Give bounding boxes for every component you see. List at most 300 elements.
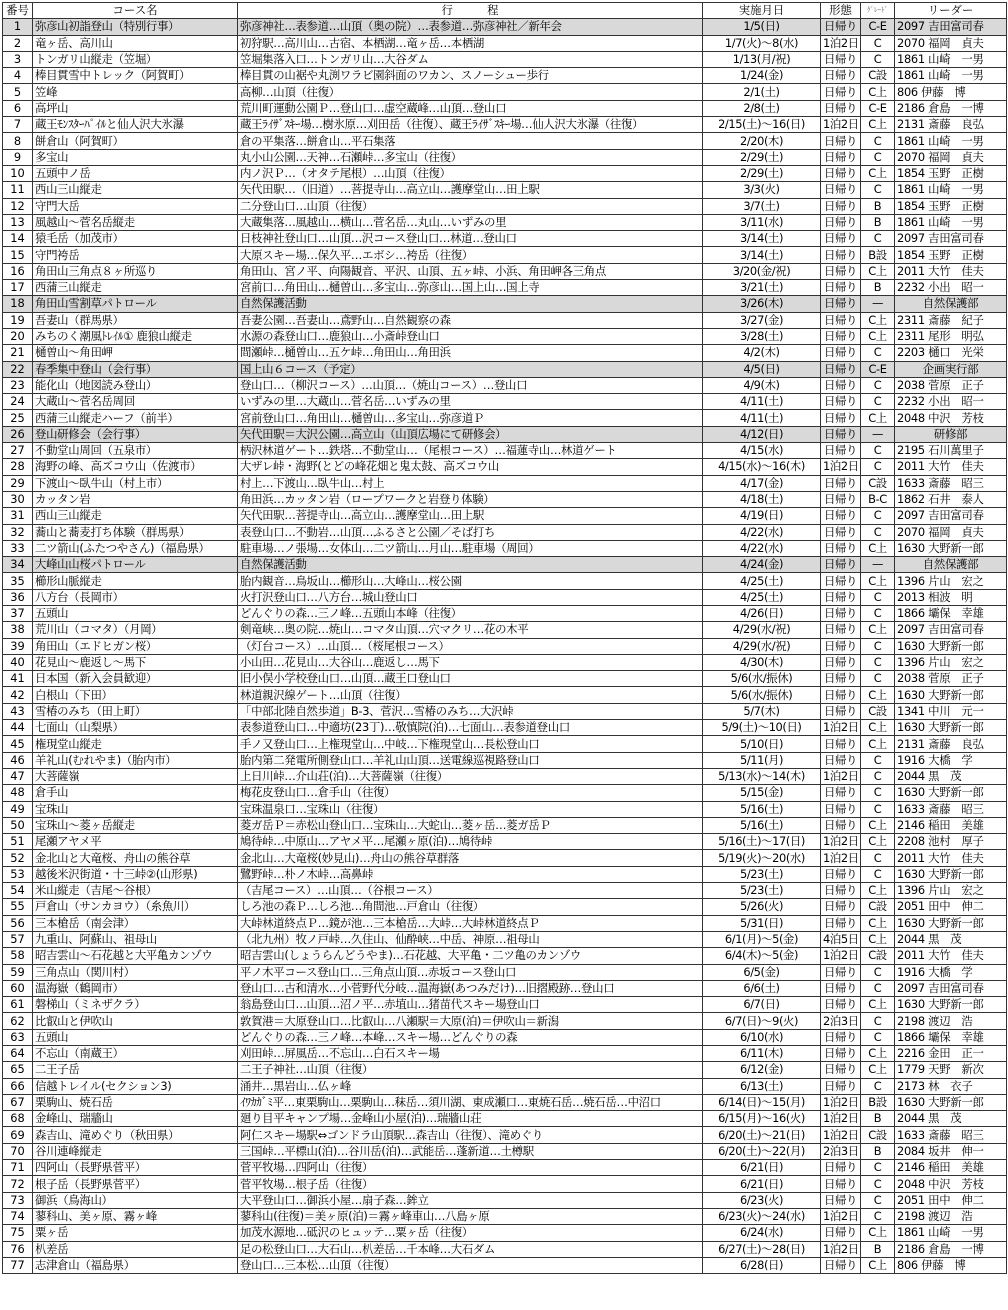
cell-no: 75 bbox=[3, 1225, 33, 1241]
cell-form: 日帰り bbox=[821, 394, 861, 410]
cell-no: 64 bbox=[3, 1046, 33, 1062]
cell-date: 3/28(土) bbox=[703, 328, 821, 344]
cell-route: 登山口…（柳沢コース）…山頂…（焼山コース）…登山口 bbox=[238, 377, 703, 393]
cell-route: 駐車場…ノ張場…女体山…二ツ箭山…月山…駐車場（周回） bbox=[238, 540, 703, 556]
table-row bbox=[3, 866, 1007, 882]
cell-no: 65 bbox=[3, 1062, 33, 1078]
cell-grade: B bbox=[861, 1241, 895, 1257]
cell-form: 2泊3日 bbox=[821, 1013, 861, 1029]
table-row bbox=[3, 426, 1007, 442]
cell-form: 日帰り bbox=[821, 703, 861, 719]
cell-grade: B bbox=[861, 198, 895, 214]
cell-form: 日帰り bbox=[821, 736, 861, 752]
cell-leader: 1854 玉野 正樹 bbox=[895, 198, 1007, 214]
table-row bbox=[3, 1208, 1007, 1224]
table-row bbox=[3, 883, 1007, 899]
cell-date: 4/12(日) bbox=[703, 426, 821, 442]
cell-date: 5/6(水/振休) bbox=[703, 671, 821, 687]
cell-no: 59 bbox=[3, 964, 33, 980]
cell-course: 志津倉山（福島県） bbox=[33, 1257, 238, 1273]
cell-leader: 2186 倉島 一博 bbox=[895, 1241, 1007, 1257]
cell-grade: C上 bbox=[861, 84, 895, 100]
cell-course: 蔵王ﾓﾝｽﾀｰﾊﾟｲﾙと仙人沢大氷瀑 bbox=[33, 117, 238, 133]
cell-no: 42 bbox=[3, 687, 33, 703]
cell-grade: C bbox=[861, 785, 895, 801]
cell-no: 45 bbox=[3, 736, 33, 752]
cell-form: 1泊2日 bbox=[821, 850, 861, 866]
header-no: 番号 bbox=[3, 3, 33, 19]
cell-course: 朳差岳 bbox=[33, 1241, 238, 1257]
cell-form: 日帰り bbox=[821, 328, 861, 344]
cell-leader: 2038 菅原 正子 bbox=[895, 671, 1007, 687]
cell-route: 胎内第二発電所側登山口…羊礼山山頂…送電線巡視路登山口 bbox=[238, 752, 703, 768]
cell-grade: — bbox=[861, 557, 895, 573]
cell-leader: 1633 斎藤 昭三 bbox=[895, 475, 1007, 491]
cell-form: 日帰り bbox=[821, 100, 861, 116]
table-row bbox=[3, 1111, 1007, 1127]
table-row bbox=[3, 915, 1007, 931]
cell-leader: 2173 林 衣子 bbox=[895, 1078, 1007, 1094]
cell-date: 6/12(金) bbox=[703, 1062, 821, 1078]
cell-no: 34 bbox=[3, 557, 33, 573]
cell-route: どんぐりの森…三ノ峰…五頭山本峰（往復） bbox=[238, 605, 703, 621]
cell-grade: C bbox=[861, 866, 895, 882]
cell-grade: C bbox=[861, 1160, 895, 1176]
cell-leader: 2097 吉田富司春 bbox=[895, 19, 1007, 35]
cell-course: 信越トレイル(セクション3) bbox=[33, 1078, 238, 1094]
cell-course: 高坪山 bbox=[33, 100, 238, 116]
table-row bbox=[3, 1062, 1007, 1078]
cell-course: 金峰山、瑞牆山 bbox=[33, 1111, 238, 1127]
cell-grade: C上 bbox=[861, 622, 895, 638]
cell-grade: C bbox=[861, 231, 895, 247]
table-row bbox=[3, 231, 1007, 247]
cell-course: 竜ヶ岳、高川山 bbox=[33, 35, 238, 51]
cell-grade: C bbox=[861, 345, 895, 361]
cell-course: 角田山雪割草パトロール bbox=[33, 296, 238, 312]
cell-course: 森吉山、滝めぐり（秋田県） bbox=[33, 1127, 238, 1143]
cell-course: 日本国（新入会員歓迎） bbox=[33, 671, 238, 687]
cell-leader: 1861 山崎 一男 bbox=[895, 51, 1007, 67]
cell-course: 櫛形山脈縦走 bbox=[33, 573, 238, 589]
cell-form: 日帰り bbox=[821, 1192, 861, 1208]
cell-course: みちのく潮風ﾄﾚｲﾙ① 鹿狼山縦走 bbox=[33, 328, 238, 344]
cell-no: 6 bbox=[3, 100, 33, 116]
cell-leader: 1861 山崎 一男 bbox=[895, 214, 1007, 230]
cell-form: 1泊2日 bbox=[821, 1127, 861, 1143]
cell-course: 棒目貫雪中トレック（阿賀町） bbox=[33, 68, 238, 84]
table-row bbox=[3, 524, 1007, 540]
cell-route: 宝珠温泉口…宝珠山（往復） bbox=[238, 801, 703, 817]
cell-route: 柄沢林道ゲート…鉄塔…不動堂山…（尾根コース）…福蓮寺山…林道ゲート bbox=[238, 443, 703, 459]
cell-route: 日枝神社登山口…山頂…沢コース登山口…林道…登山口 bbox=[238, 231, 703, 247]
cell-leader: 2208 池村 厚子 bbox=[895, 834, 1007, 850]
cell-route: 表登山口…不動岩…山頂…ふるさと公園／そば打ち bbox=[238, 524, 703, 540]
cell-no: 37 bbox=[3, 605, 33, 621]
table-row bbox=[3, 1241, 1007, 1257]
cell-no: 47 bbox=[3, 768, 33, 784]
cell-route: 大原スキー場…保久平…エボシ…袴岳（往復） bbox=[238, 247, 703, 263]
cell-leader: 2186 倉島 一博 bbox=[895, 100, 1007, 116]
cell-grade: C上 bbox=[861, 165, 895, 181]
cell-no: 1 bbox=[3, 19, 33, 35]
table-row bbox=[3, 394, 1007, 410]
cell-form: 1泊2日 bbox=[821, 720, 861, 736]
cell-no: 25 bbox=[3, 410, 33, 426]
cell-date: 6/13(土) bbox=[703, 1078, 821, 1094]
cell-date: 6/20(土)～21(日) bbox=[703, 1127, 821, 1143]
cell-route: 笠堀集落入口…トンガリ山…大谷ダム bbox=[238, 51, 703, 67]
cell-course: 下渡山～臥牛山（村上市） bbox=[33, 475, 238, 491]
cell-leader: 2146 稲田 美雄 bbox=[895, 817, 1007, 833]
cell-route: 初狩駅…高川山…古宿、本栖湖…竜ヶ岳…本栖湖 bbox=[238, 35, 703, 51]
cell-date: 4/26(日) bbox=[703, 605, 821, 621]
cell-course: 七面山（山梨県） bbox=[33, 720, 238, 736]
cell-leader: 2051 田中 伸二 bbox=[895, 1192, 1007, 1208]
cell-date: 6/7(日) bbox=[703, 997, 821, 1013]
cell-no: 5 bbox=[3, 84, 33, 100]
cell-date: 4/11(土) bbox=[703, 394, 821, 410]
cell-date: 6/27(土)～28(日) bbox=[703, 1241, 821, 1257]
cell-course: 花見山～鹿返し～馬下 bbox=[33, 654, 238, 670]
cell-course: 蓼科山、美ヶ原、霧ヶ峰 bbox=[33, 1208, 238, 1224]
cell-course: 比叡山と伊吹山 bbox=[33, 1013, 238, 1029]
table-row bbox=[3, 1046, 1007, 1062]
cell-form: 日帰り bbox=[821, 1225, 861, 1241]
cell-leader: 2048 中沢 芳枝 bbox=[895, 1176, 1007, 1192]
cell-date: 5/16(土) bbox=[703, 817, 821, 833]
cell-no: 54 bbox=[3, 883, 33, 899]
cell-form: 日帰り bbox=[821, 312, 861, 328]
cell-course: 西蒲三山縦走 bbox=[33, 280, 238, 296]
cell-leader: 2198 渡辺 浩 bbox=[895, 1013, 1007, 1029]
cell-course: 猿毛岳（加茂市） bbox=[33, 231, 238, 247]
cell-course: 大峰山山桜パトロール bbox=[33, 557, 238, 573]
cell-leader: 2011 大竹 佳夫 bbox=[895, 263, 1007, 279]
cell-no: 18 bbox=[3, 296, 33, 312]
cell-route: 二分登山口…山頂（往復） bbox=[238, 198, 703, 214]
cell-form: 日帰り bbox=[821, 622, 861, 638]
cell-course: カッタン岩 bbox=[33, 491, 238, 507]
cell-form: 日帰り bbox=[821, 1046, 861, 1062]
cell-form: 1泊2日 bbox=[821, 459, 861, 475]
cell-form: 日帰り bbox=[821, 997, 861, 1013]
cell-grade: C bbox=[861, 1029, 895, 1045]
cell-route: 棒目貫の山裾や丸渕ワラビ園斜面のワカン、スノーシュー歩行 bbox=[238, 68, 703, 84]
table-row bbox=[3, 997, 1007, 1013]
cell-date: 6/23(火)～24(水) bbox=[703, 1208, 821, 1224]
cell-no: 2 bbox=[3, 35, 33, 51]
cell-route: いずみの里…大蔵山…菅名岳…いずみの里 bbox=[238, 394, 703, 410]
table-row bbox=[3, 19, 1007, 35]
cell-route: 小山田…花見山…大谷山…鹿返し…馬下 bbox=[238, 654, 703, 670]
table-row bbox=[3, 459, 1007, 475]
cell-leader: 2097 吉田富司春 bbox=[895, 231, 1007, 247]
cell-grade: B設 bbox=[861, 1094, 895, 1110]
cell-form: 日帰り bbox=[821, 84, 861, 100]
cell-form: 1泊2日 bbox=[821, 117, 861, 133]
cell-grade: C bbox=[861, 149, 895, 165]
cell-grade: C bbox=[861, 459, 895, 475]
cell-no: 70 bbox=[3, 1143, 33, 1159]
cell-form: 日帰り bbox=[821, 1029, 861, 1045]
cell-grade: C設 bbox=[861, 899, 895, 915]
cell-course: 角田山（エドヒガン桜） bbox=[33, 638, 238, 654]
cell-date: 6/7(日)～9(火) bbox=[703, 1013, 821, 1029]
cell-leader: 1861 山崎 一男 bbox=[895, 133, 1007, 149]
cell-no: 67 bbox=[3, 1094, 33, 1110]
cell-route: 丸小山公園…天神…石瀬峠…多宝山（往復） bbox=[238, 149, 703, 165]
cell-form: 日帰り bbox=[821, 377, 861, 393]
cell-no: 16 bbox=[3, 263, 33, 279]
cell-form: 日帰り bbox=[821, 589, 861, 605]
table-row bbox=[3, 100, 1007, 116]
table-row bbox=[3, 117, 1007, 133]
cell-leader: 1396 片山 宏之 bbox=[895, 654, 1007, 670]
table-row bbox=[3, 296, 1007, 312]
cell-route: 矢代田駅＝大沢公園…高立山（山頂広場にて研修会） bbox=[238, 426, 703, 442]
cell-course: 三角点山（関川村） bbox=[33, 964, 238, 980]
cell-leader: 1396 片山 宏之 bbox=[895, 573, 1007, 589]
cell-date: 6/23(火) bbox=[703, 1192, 821, 1208]
cell-no: 68 bbox=[3, 1111, 33, 1127]
header-form: 形態 bbox=[821, 3, 861, 19]
cell-date: 6/15(月)～16(火) bbox=[703, 1111, 821, 1127]
cell-grade: C設 bbox=[861, 703, 895, 719]
cell-leader: 2131 斎藤 良弘 bbox=[895, 117, 1007, 133]
cell-grade: C設 bbox=[861, 948, 895, 964]
cell-leader: 2011 大竹 佳夫 bbox=[895, 850, 1007, 866]
cell-form: 日帰り bbox=[821, 817, 861, 833]
cell-grade: B設 bbox=[861, 247, 895, 263]
cell-form: 日帰り bbox=[821, 133, 861, 149]
cell-route: 角田山、宮ノ平、向陽観音、平沢、山頂、五ヶ峠、小浜、角田岬各三角点 bbox=[238, 263, 703, 279]
cell-route: 上日川峠…介山荘(泊)…大菩薩嶺（往復） bbox=[238, 768, 703, 784]
cell-form: 日帰り bbox=[821, 1062, 861, 1078]
cell-leader: 2070 福岡 貞夫 bbox=[895, 35, 1007, 51]
cell-route: 旧小俣小学校登山口…山頂…蔵王口登山口 bbox=[238, 671, 703, 687]
cell-date: 3/27(金) bbox=[703, 312, 821, 328]
cell-grade: C設 bbox=[861, 475, 895, 491]
cell-leader: 1396 片山 宏之 bbox=[895, 883, 1007, 899]
cell-date: 4/25(土) bbox=[703, 573, 821, 589]
cell-no: 10 bbox=[3, 165, 33, 181]
cell-route: 大蔵集落…風越山…横山…菅名岳…丸山…いずみの里 bbox=[238, 214, 703, 230]
cell-route: 菅平牧場…根子岳（往復） bbox=[238, 1176, 703, 1192]
cell-grade: C上 bbox=[861, 540, 895, 556]
cell-date: 5/10(日) bbox=[703, 736, 821, 752]
table-row bbox=[3, 1257, 1007, 1273]
cell-course: 風越山～菅名岳縦走 bbox=[33, 214, 238, 230]
cell-date: 6/24(水) bbox=[703, 1225, 821, 1241]
cell-grade: C bbox=[861, 182, 895, 198]
cell-form: 日帰り bbox=[821, 296, 861, 312]
cell-date: 5/26(火) bbox=[703, 899, 821, 915]
cell-form: 日帰り bbox=[821, 638, 861, 654]
cell-grade: C bbox=[861, 1192, 895, 1208]
table-row bbox=[3, 638, 1007, 654]
cell-date: 5/16(土)～17(日) bbox=[703, 834, 821, 850]
cell-date: 1/13(月/祝) bbox=[703, 51, 821, 67]
cell-leader: 2011 大竹 佳夫 bbox=[895, 459, 1007, 475]
cell-course: 磐梯山（ミネザクラ） bbox=[33, 997, 238, 1013]
cell-no: 74 bbox=[3, 1208, 33, 1224]
table-row bbox=[3, 785, 1007, 801]
table-row bbox=[3, 589, 1007, 605]
cell-form: 日帰り bbox=[821, 540, 861, 556]
cell-no: 21 bbox=[3, 345, 33, 361]
cell-date: 4/15(水) bbox=[703, 443, 821, 459]
cell-course: 四阿山（長野県菅平） bbox=[33, 1160, 238, 1176]
table-row bbox=[3, 35, 1007, 51]
table-row bbox=[3, 654, 1007, 670]
cell-grade: B bbox=[861, 214, 895, 230]
table-row bbox=[3, 622, 1007, 638]
cell-route: 胎内観音…鳥坂山…櫛形山…大峰山…桜公園 bbox=[238, 573, 703, 589]
table-row bbox=[3, 312, 1007, 328]
cell-route: 梅花皮登山口…倉手山（往復） bbox=[238, 785, 703, 801]
cell-leader: 2011 大竹 佳夫 bbox=[895, 948, 1007, 964]
cell-date: 5/15(金) bbox=[703, 785, 821, 801]
cell-form: 日帰り bbox=[821, 426, 861, 442]
table-row bbox=[3, 410, 1007, 426]
cell-route: 大ザレ峠・海野(とどの峰花畑と鬼太鼓、高ズコウ山 bbox=[238, 459, 703, 475]
cell-form: 日帰り bbox=[821, 752, 861, 768]
table-row bbox=[3, 165, 1007, 181]
cell-route: 鳩待峠…中原山…アヤメ平…尾瀬ヶ原(泊)…鳩待峠 bbox=[238, 834, 703, 850]
cell-route: 矢代田駅…（旧道）…菩提寺山…高立山…護摩堂山…田上駅 bbox=[238, 182, 703, 198]
cell-form: 日帰り bbox=[821, 475, 861, 491]
cell-grade: C bbox=[861, 133, 895, 149]
cell-route: 間瀬峠…樋曽山…五ケ峠…角田山…角田浜 bbox=[238, 345, 703, 361]
cell-no: 13 bbox=[3, 214, 33, 230]
cell-form: 日帰り bbox=[821, 410, 861, 426]
table-row bbox=[3, 214, 1007, 230]
table-row bbox=[3, 345, 1007, 361]
cell-leader: 2198 渡辺 浩 bbox=[895, 1208, 1007, 1224]
cell-course: 羊礼山(むれやま)（胎内市） bbox=[33, 752, 238, 768]
cell-grade: C上 bbox=[861, 997, 895, 1013]
cell-grade: C上 bbox=[861, 410, 895, 426]
cell-course: 大蔵山～菅名岳周回 bbox=[33, 394, 238, 410]
cell-no: 61 bbox=[3, 997, 33, 1013]
cell-route: 翁島登山口…山頂…沼ノ平…赤埴山…猪苗代スキー場登山口 bbox=[238, 997, 703, 1013]
cell-grade: C-E bbox=[861, 361, 895, 377]
cell-date: 2/29(土) bbox=[703, 165, 821, 181]
cell-grade: C設 bbox=[861, 1127, 895, 1143]
cell-grade: C bbox=[861, 801, 895, 817]
cell-form: 日帰り bbox=[821, 605, 861, 621]
cell-grade: C上 bbox=[861, 573, 895, 589]
cell-form: 日帰り bbox=[821, 915, 861, 931]
cell-course: 宝珠山～菱ヶ岳縦走 bbox=[33, 817, 238, 833]
cell-form: 日帰り bbox=[821, 801, 861, 817]
cell-course: 御浜（鳥海山） bbox=[33, 1192, 238, 1208]
cell-route: 宮前口…角田山…樋曽山…多宝山…弥彦山…国上山…国上寺 bbox=[238, 280, 703, 296]
cell-no: 14 bbox=[3, 231, 33, 247]
cell-route: 登山口…古和清水…小菅野代分岐…温海嶽(あつみだけ)…旧摺殿跡…登山口 bbox=[238, 980, 703, 996]
table-row bbox=[3, 247, 1007, 263]
cell-leader: 1916 大橋 学 bbox=[895, 964, 1007, 980]
cell-date: 6/1(月)～5(金) bbox=[703, 931, 821, 947]
cell-date: 6/21(日) bbox=[703, 1176, 821, 1192]
cell-no: 23 bbox=[3, 377, 33, 393]
cell-grade: C-E bbox=[861, 100, 895, 116]
cell-course: 登山研修会（会行事） bbox=[33, 426, 238, 442]
cell-no: 46 bbox=[3, 752, 33, 768]
cell-no: 11 bbox=[3, 182, 33, 198]
cell-leader: 2216 金田 正一 bbox=[895, 1046, 1007, 1062]
cell-route: 平ノ木平コース登山口…三角点山頂…赤坂コース登山口 bbox=[238, 964, 703, 980]
table-row bbox=[3, 133, 1007, 149]
cell-grade: C bbox=[861, 377, 895, 393]
cell-route: 蔵王ﾗｲｻﾞｽｷｰ場…樹氷原…刈田岳（往復）、蔵王ﾗｲｻﾞｽｷｰ場…仙人沢大氷瀑（往復） bbox=[238, 117, 703, 133]
cell-route: 菱ガ岳Ｐ＝赤松山登山口…宝珠山…大蛇山…菱ヶ岳…菱ガ岳Ｐ bbox=[238, 817, 703, 833]
cell-form: 日帰り bbox=[821, 68, 861, 84]
table-row bbox=[3, 768, 1007, 784]
cell-grade: C bbox=[861, 394, 895, 410]
cell-route: 林道親沢線ゲート…山頂（往復） bbox=[238, 687, 703, 703]
cell-route: 涌井…黒岩山…仏ヶ峰 bbox=[238, 1078, 703, 1094]
cell-date: 3/14(土) bbox=[703, 231, 821, 247]
table-row bbox=[3, 557, 1007, 573]
cell-form: 日帰り bbox=[821, 883, 861, 899]
cell-date: 5/13(水)～14(木) bbox=[703, 768, 821, 784]
cell-course: 西山三山縦走 bbox=[33, 508, 238, 524]
cell-date: 6/28(日) bbox=[703, 1257, 821, 1273]
cell-route: 角田浜…カッタン岩（ロープワークと岩登り体験） bbox=[238, 491, 703, 507]
cell-route: 村上…下渡山…臥牛山…村上 bbox=[238, 475, 703, 491]
cell-route: 金北山…大竜桜(妙見山)…舟山の熊谷草群落 bbox=[238, 850, 703, 866]
cell-route: 倉の平集落…餅倉山…平石集落 bbox=[238, 133, 703, 149]
cell-leader: 1630 大野新一郎 bbox=[895, 1094, 1007, 1110]
cell-route: 三国峠…平標山(泊)…谷川岳(泊)…武能岳…蓬新道…土樽駅 bbox=[238, 1143, 703, 1159]
cell-grade: C bbox=[861, 768, 895, 784]
cell-leader: 1862 石井 泰人 bbox=[895, 491, 1007, 507]
cell-date: 3/7(土) bbox=[703, 198, 821, 214]
cell-no: 38 bbox=[3, 622, 33, 638]
cell-no: 22 bbox=[3, 361, 33, 377]
cell-leader: 1630 大野新一郎 bbox=[895, 687, 1007, 703]
cell-form: 日帰り bbox=[821, 149, 861, 165]
cell-grade: — bbox=[861, 426, 895, 442]
cell-form: 1泊2日 bbox=[821, 1208, 861, 1224]
table-row bbox=[3, 736, 1007, 752]
cell-no: 35 bbox=[3, 573, 33, 589]
cell-no: 17 bbox=[3, 280, 33, 296]
cell-grade: C上 bbox=[861, 736, 895, 752]
cell-grade: C bbox=[861, 443, 895, 459]
cell-route: 二王子神社…山頂（往復） bbox=[238, 1062, 703, 1078]
cell-course: 笠峰 bbox=[33, 84, 238, 100]
cell-grade: C上 bbox=[861, 687, 895, 703]
cell-date: 3/20(金/祝) bbox=[703, 263, 821, 279]
cell-course: 不忘山（南蔵王） bbox=[33, 1046, 238, 1062]
cell-course: 越後米沢街道・十三峠②(山形県) bbox=[33, 866, 238, 882]
table-row bbox=[3, 980, 1007, 996]
cell-no: 33 bbox=[3, 540, 33, 556]
cell-no: 30 bbox=[3, 491, 33, 507]
table-row bbox=[3, 280, 1007, 296]
cell-course: 荒川山（コマタ）（月岡） bbox=[33, 622, 238, 638]
table-row bbox=[3, 51, 1007, 67]
table-row bbox=[3, 703, 1007, 719]
table-row bbox=[3, 1078, 1007, 1094]
cell-leader: 1866 壩保 幸雄 bbox=[895, 1029, 1007, 1045]
schedule-table bbox=[2, 2, 1007, 1274]
cell-course: 守門大岳 bbox=[33, 198, 238, 214]
cell-date: 4/18(土) bbox=[703, 491, 821, 507]
